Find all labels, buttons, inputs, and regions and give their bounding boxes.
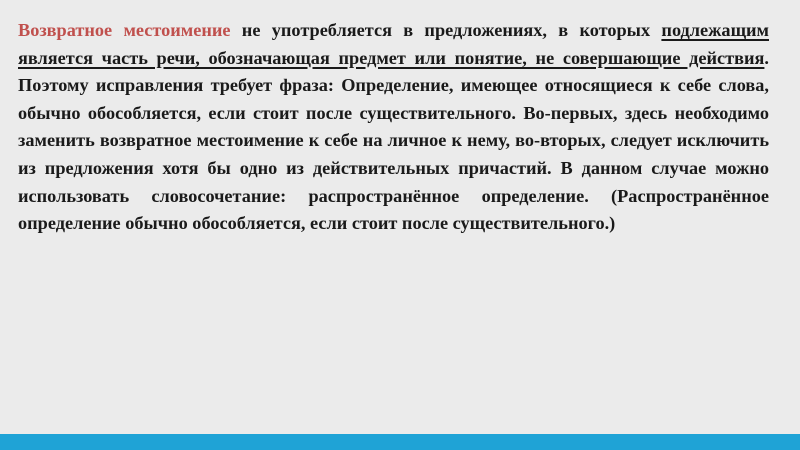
slide-paragraph	[18, 17, 769, 238]
highlighted-term: Возвратное местоимение	[18, 20, 231, 40]
body-text: . Поэтому исправления требует фраза: Определение, имеющее относящиеся к себе слова, обычно обособляется, если стоит после существительного. Во-первых, здесь необходимо заменить возвратное местоимение к себе на личное к нему, во-вторых, следует исключить из предложения хотя бы одно из действительных причастий. В данном случае можно использовать словосочетание: распространённое определение. (Распространённое определение обычно обособляется, если стоит после существительного.)	[18, 47, 769, 234]
underlined-text: подлежащим является часть речи, обозначающая предмет или понятие, не совершающие действия	[18, 20, 769, 68]
intro-text: не употребляется в предложениях, в которых	[230, 20, 662, 40]
bottom-accent-bar	[0, 434, 800, 450]
